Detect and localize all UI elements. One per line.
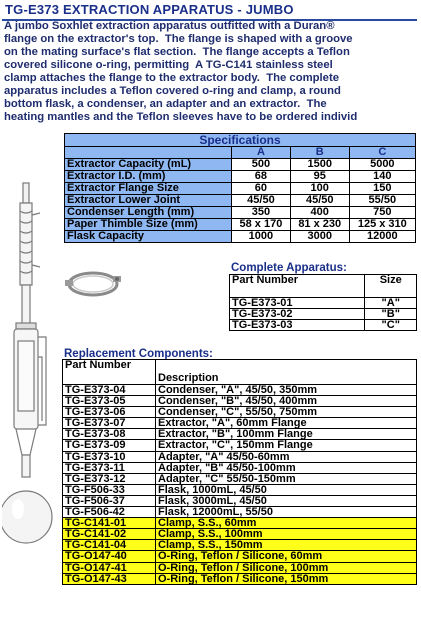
part-number: TG-F506-37 (63, 495, 156, 506)
description: Clamp, S.S., 100mm (156, 529, 417, 540)
spec-value: 3000 (290, 231, 349, 243)
description-line: A jumbo Soxhlet extraction apparatus outfitted with a Duran® (4, 20, 335, 32)
table-row (63, 473, 417, 484)
table-row (63, 551, 417, 562)
spec-value: 5000 (349, 159, 415, 171)
description-line: on the mating surface's flat section. The flange accepts a Teflon (4, 46, 350, 58)
spec-row-label: Extractor Lower Joint (65, 195, 232, 207)
spec-row (65, 219, 416, 231)
spec-column-header: C (349, 147, 415, 159)
table-row (230, 320, 417, 331)
table-row (63, 507, 417, 518)
description: Flask, 3000mL, 45/50 (156, 495, 417, 506)
part-number: TG-F506-42 (63, 507, 156, 518)
part-number: TG-F506-33 (63, 484, 156, 495)
description: Condenser, "A", 45/50, 350mm (156, 385, 417, 396)
rc-header-description: Description (156, 360, 417, 385)
description-line: clamp attaches the flange to the extractor body. The complete (4, 72, 340, 84)
spec-row (65, 159, 416, 171)
spec-value: 400 (290, 207, 349, 219)
spec-row-label: Flask Capacity (65, 231, 232, 243)
table-row (63, 385, 417, 396)
replacement-components-table (62, 359, 417, 585)
spec-header-blank (65, 147, 232, 159)
description: Condenser, "C", 55/50, 750mm (156, 407, 417, 418)
table-row (63, 573, 417, 584)
description: O-Ring, Teflon / Silicone, 100mm (156, 562, 417, 573)
table-row (63, 562, 417, 573)
table-row (63, 518, 417, 529)
table-row (63, 396, 417, 407)
spec-value: 125 x 310 (349, 219, 415, 231)
spec-value: 350 (232, 207, 291, 219)
description (4, 20, 418, 124)
table-row (63, 418, 417, 429)
spec-row-label: Extractor Flange Size (65, 183, 232, 195)
part-number: TG-O147-40 (63, 551, 156, 562)
table-row (63, 440, 417, 451)
part-number: TG-E373-01 (230, 298, 365, 309)
spec-row (65, 171, 416, 183)
spec-row-label: Paper Thimble Size (mm) (65, 219, 232, 231)
spec-value: 55/50 (349, 195, 415, 207)
table-row (63, 484, 417, 495)
ca-header-size: Size (365, 275, 417, 298)
description-line: heating mantles and the Teflon sleeves have to be ordered individ (4, 111, 358, 123)
spec-value: 1500 (290, 159, 349, 171)
spec-value: 150 (349, 183, 415, 195)
description: Condenser, "B", 45/50, 400mm (156, 396, 417, 407)
description-line: flange on the extractor's top. The flange is shaped with a groove (4, 33, 353, 45)
spec-value: 1000 (232, 231, 291, 243)
size: "C" (365, 320, 417, 331)
table-row (63, 540, 417, 551)
description: Extractor, "B", 100mm Flange (156, 429, 417, 440)
soxhlet-apparatus-illustration (2, 125, 60, 605)
complete-apparatus-table (229, 274, 417, 331)
specifications-table (64, 133, 416, 243)
table-row (63, 407, 417, 418)
part-number: TG-O147-43 (63, 573, 156, 584)
spec-row-label: Extractor I.D. (mm) (65, 171, 232, 183)
part-number: TG-E373-08 (63, 429, 156, 440)
part-number: TG-C141-04 (63, 540, 156, 551)
table-row (230, 309, 417, 320)
description-line: apparatus includes a Teflon covered o-ring and clamp, a round (4, 85, 341, 97)
spec-row (65, 183, 416, 195)
part-number: TG-E373-03 (230, 320, 365, 331)
size: "A" (365, 298, 417, 309)
table-row (63, 529, 417, 540)
rc-header-part: Part Number (63, 360, 156, 385)
part-number: TG-C141-02 (63, 529, 156, 540)
spec-value: 140 (349, 171, 415, 183)
part-number: TG-C141-01 (63, 518, 156, 529)
table-row (63, 429, 417, 440)
size: "B" (365, 309, 417, 320)
spec-column-header: A (232, 147, 291, 159)
clamp-illustration (63, 264, 123, 304)
spec-value: 95 (290, 171, 349, 183)
table-row (230, 298, 417, 309)
spec-row (65, 231, 416, 243)
spec-row (65, 207, 416, 219)
specifications-caption: Specifications (65, 134, 416, 147)
spec-value: 45/50 (290, 195, 349, 207)
spec-column-header: B (290, 147, 349, 159)
spec-row (65, 195, 416, 207)
description: Adapter, "A" 45/50-60mm (156, 451, 417, 462)
spec-value: 750 (349, 207, 415, 219)
part-number: TG-E373-04 (63, 385, 156, 396)
part-number: TG-O147-41 (63, 562, 156, 573)
ca-header-part: Part Number (230, 275, 365, 298)
part-number: TG-E373-07 (63, 418, 156, 429)
part-number: TG-E373-11 (63, 462, 156, 473)
complete-apparatus-title: Complete Apparatus: (231, 262, 347, 274)
description: Flask, 1000mL, 45/50 (156, 484, 417, 495)
part-number: TG-E373-05 (63, 396, 156, 407)
description: Extractor, "C", 150mm Flange (156, 440, 417, 451)
description: Adapter, "C" 55/50-150mm (156, 473, 417, 484)
title-bar (2, 2, 417, 21)
part-number: TG-E373-10 (63, 451, 156, 462)
spec-row-label: Extractor Capacity (mL) (65, 159, 232, 171)
spec-value: 68 (232, 171, 291, 183)
spec-value: 58 x 170 (232, 219, 291, 231)
replacement-components-title: Replacement Components: (64, 348, 213, 360)
spec-value: 500 (232, 159, 291, 171)
description: Flask, 12000mL, 55/50 (156, 507, 417, 518)
spec-value: 100 (290, 183, 349, 195)
spec-value: 45/50 (232, 195, 291, 207)
description: Clamp, S.S., 150mm (156, 540, 417, 551)
description-line: covered silicone o-ring, permitting A TG-C141 stainless steel (4, 59, 333, 71)
spec-value: 81 x 230 (290, 219, 349, 231)
spec-value: 60 (232, 183, 291, 195)
part-number: TG-E373-06 (63, 407, 156, 418)
description: O-Ring, Teflon / Silicone, 150mm (156, 573, 417, 584)
description: O-Ring, Teflon / Silicone, 60mm (156, 551, 417, 562)
table-row (63, 451, 417, 462)
description: Clamp, S.S., 60mm (156, 518, 417, 529)
spec-value: 12000 (349, 231, 415, 243)
description: Adapter, "B" 45/50-100mm (156, 462, 417, 473)
table-row (63, 495, 417, 506)
page-title: TG-E373 EXTRACTION APPARATUS - JUMBO (5, 2, 294, 17)
description: Extractor, "A", 60mm Flange (156, 418, 417, 429)
part-number: TG-E373-02 (230, 309, 365, 320)
table-row (63, 462, 417, 473)
description-line: bottom flask, a condenser, an adapter and an extractor. The (4, 98, 327, 110)
spec-row-label: Condenser Length (mm) (65, 207, 232, 219)
part-number: TG-E373-09 (63, 440, 156, 451)
part-number: TG-E373-12 (63, 473, 156, 484)
